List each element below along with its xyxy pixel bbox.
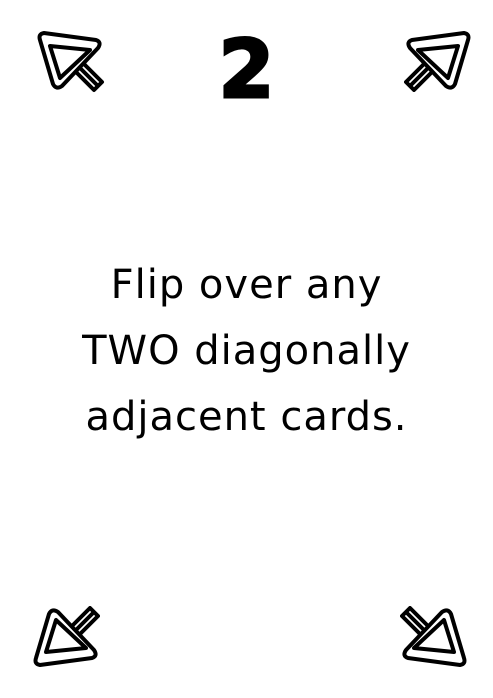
arrow-bottom-left-icon: [28, 592, 108, 672]
instruction-line: TWO diagonally: [82, 328, 411, 374]
arrow-bottom-right-icon: [392, 592, 472, 672]
card-instruction: [40, 252, 453, 450]
instruction-line: Flip over any: [110, 262, 383, 308]
instruction-line: adjacent cards.: [85, 394, 408, 440]
card-number: 2: [218, 23, 275, 116]
